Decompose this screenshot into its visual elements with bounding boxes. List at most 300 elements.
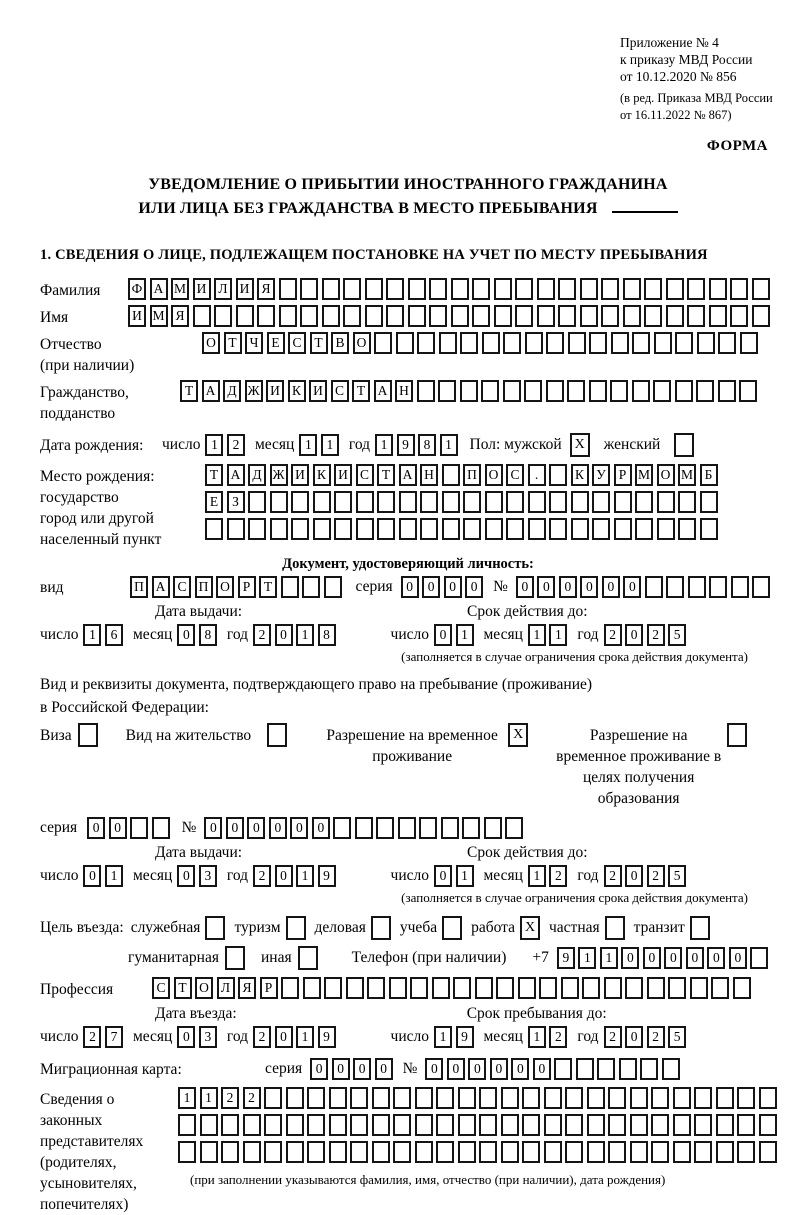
char-cell[interactable]: М: [635, 464, 653, 486]
char-cell[interactable]: [372, 1087, 390, 1109]
char-cell[interactable]: [475, 977, 493, 999]
char-cell[interactable]: 0: [625, 624, 643, 646]
char-cell[interactable]: З: [227, 491, 245, 513]
char-cell[interactable]: [657, 491, 675, 513]
residence-issue-day[interactable]: [83, 865, 123, 887]
char-cell[interactable]: [78, 723, 98, 747]
char-cell[interactable]: 0: [312, 817, 330, 839]
char-cell[interactable]: [356, 518, 374, 540]
char-cell[interactable]: [537, 278, 555, 300]
char-cell[interactable]: Ф: [128, 278, 146, 300]
char-cell[interactable]: [472, 278, 490, 300]
stay-until-day[interactable]: [434, 1026, 474, 1048]
char-cell[interactable]: 0: [516, 576, 534, 598]
char-cell[interactable]: 2: [647, 1026, 665, 1048]
char-cell[interactable]: [329, 1141, 347, 1163]
char-cell[interactable]: 8: [418, 434, 436, 456]
char-cell[interactable]: [248, 491, 266, 513]
char-cell[interactable]: [565, 1141, 583, 1163]
char-cell[interactable]: [571, 518, 589, 540]
sex-male-checkbox[interactable]: [570, 433, 590, 457]
char-cell[interactable]: [324, 977, 342, 999]
char-cell[interactable]: 0: [686, 947, 704, 969]
char-cell[interactable]: [687, 278, 705, 300]
char-cell[interactable]: 0: [177, 624, 195, 646]
char-cell[interactable]: С: [173, 576, 191, 598]
char-cell[interactable]: [630, 1087, 648, 1109]
char-cell[interactable]: [549, 491, 567, 513]
patronymic-boxes[interactable]: [202, 332, 758, 354]
char-cell[interactable]: [644, 305, 662, 327]
char-cell[interactable]: [635, 491, 653, 513]
residence-permit-checkbox[interactable]: [267, 723, 287, 747]
char-cell[interactable]: 1: [440, 434, 458, 456]
char-cell[interactable]: 2: [647, 624, 665, 646]
char-cell[interactable]: Ч: [245, 332, 263, 354]
char-cell[interactable]: [436, 1114, 454, 1136]
char-cell[interactable]: 8: [318, 624, 336, 646]
char-cell[interactable]: С: [152, 977, 170, 999]
char-cell[interactable]: [322, 278, 340, 300]
char-cell[interactable]: П: [463, 464, 481, 486]
char-cell[interactable]: [398, 817, 416, 839]
char-cell[interactable]: [458, 1087, 476, 1109]
char-cell[interactable]: [752, 278, 770, 300]
char-cell[interactable]: 1: [296, 624, 314, 646]
char-cell[interactable]: 0: [226, 817, 244, 839]
char-cell[interactable]: [270, 518, 288, 540]
char-cell[interactable]: [608, 1114, 626, 1136]
char-cell[interactable]: [178, 1114, 196, 1136]
char-cell[interactable]: [662, 1058, 680, 1080]
char-cell[interactable]: [623, 278, 641, 300]
char-cell[interactable]: [436, 1087, 454, 1109]
char-cell[interactable]: [442, 464, 460, 486]
char-cell[interactable]: [515, 305, 533, 327]
char-cell[interactable]: [730, 278, 748, 300]
char-cell[interactable]: [307, 1087, 325, 1109]
char-cell[interactable]: [501, 1087, 519, 1109]
char-cell[interactable]: [439, 332, 457, 354]
char-cell[interactable]: [458, 1141, 476, 1163]
char-cell[interactable]: [264, 1141, 282, 1163]
identity-issue-day[interactable]: [83, 624, 123, 646]
char-cell[interactable]: [291, 518, 309, 540]
char-cell[interactable]: [558, 278, 576, 300]
citizenship-boxes[interactable]: [180, 380, 757, 402]
char-cell[interactable]: 1: [205, 434, 223, 456]
char-cell[interactable]: [561, 977, 579, 999]
char-cell[interactable]: [688, 576, 706, 598]
char-cell[interactable]: 2: [253, 865, 271, 887]
char-cell[interactable]: 1: [528, 865, 546, 887]
char-cell[interactable]: [442, 916, 462, 940]
char-cell[interactable]: [350, 1087, 368, 1109]
temp-residence-checkbox[interactable]: [508, 723, 528, 747]
char-cell[interactable]: [463, 491, 481, 513]
char-cell[interactable]: Я: [238, 977, 256, 999]
char-cell[interactable]: А: [227, 464, 245, 486]
char-cell[interactable]: [568, 332, 586, 354]
char-cell[interactable]: [399, 518, 417, 540]
char-cell[interactable]: 0: [87, 817, 105, 839]
char-cell[interactable]: [279, 278, 297, 300]
char-cell[interactable]: [178, 1141, 196, 1163]
char-cell[interactable]: [481, 380, 499, 402]
char-cell[interactable]: 8: [199, 624, 217, 646]
char-cell[interactable]: В: [331, 332, 349, 354]
char-cell[interactable]: [709, 305, 727, 327]
char-cell[interactable]: [674, 433, 694, 457]
char-cell[interactable]: 2: [243, 1087, 261, 1109]
char-cell[interactable]: [152, 817, 170, 839]
char-cell[interactable]: 9: [318, 865, 336, 887]
char-cell[interactable]: [750, 947, 768, 969]
char-cell[interactable]: [393, 1114, 411, 1136]
char-cell[interactable]: [525, 332, 543, 354]
char-cell[interactable]: [322, 305, 340, 327]
char-cell[interactable]: 1: [178, 1087, 196, 1109]
char-cell[interactable]: Б: [700, 464, 718, 486]
char-cell[interactable]: [528, 491, 546, 513]
char-cell[interactable]: А: [374, 380, 392, 402]
purpose-business-checkbox[interactable]: [205, 916, 225, 940]
char-cell[interactable]: С: [331, 380, 349, 402]
char-cell[interactable]: [356, 491, 374, 513]
char-cell[interactable]: [355, 817, 373, 839]
residence-seria-boxes[interactable]: [87, 817, 170, 839]
char-cell[interactable]: [582, 977, 600, 999]
char-cell[interactable]: 0: [511, 1058, 529, 1080]
birthplace-row2-boxes[interactable]: [205, 491, 718, 513]
char-cell[interactable]: [350, 1141, 368, 1163]
char-cell[interactable]: 0: [434, 865, 452, 887]
char-cell[interactable]: [243, 1141, 261, 1163]
char-cell[interactable]: [503, 332, 521, 354]
char-cell[interactable]: 0: [275, 1026, 293, 1048]
char-cell[interactable]: [479, 1141, 497, 1163]
char-cell[interactable]: [393, 1141, 411, 1163]
char-cell[interactable]: Д: [223, 380, 241, 402]
char-cell[interactable]: 0: [310, 1058, 328, 1080]
char-cell[interactable]: [505, 817, 523, 839]
char-cell[interactable]: Н: [395, 380, 413, 402]
char-cell[interactable]: 0: [664, 947, 682, 969]
char-cell[interactable]: [522, 1141, 540, 1163]
char-cell[interactable]: [377, 491, 395, 513]
char-cell[interactable]: 2: [221, 1087, 239, 1109]
char-cell[interactable]: Н: [420, 464, 438, 486]
char-cell[interactable]: [264, 1114, 282, 1136]
char-cell[interactable]: А: [399, 464, 417, 486]
char-cell[interactable]: 9: [456, 1026, 474, 1048]
char-cell[interactable]: [759, 1087, 777, 1109]
char-cell[interactable]: [752, 305, 770, 327]
char-cell[interactable]: [291, 491, 309, 513]
char-cell[interactable]: [752, 576, 770, 598]
char-cell[interactable]: [690, 977, 708, 999]
char-cell[interactable]: [503, 380, 521, 402]
char-cell[interactable]: 0: [401, 576, 419, 598]
char-cell[interactable]: 0: [177, 1026, 195, 1048]
char-cell[interactable]: [614, 518, 632, 540]
char-cell[interactable]: .: [528, 464, 546, 486]
char-cell[interactable]: [651, 1087, 669, 1109]
char-cell[interactable]: [417, 380, 435, 402]
char-cell[interactable]: [214, 305, 232, 327]
char-cell[interactable]: И: [291, 464, 309, 486]
char-cell[interactable]: 0: [537, 576, 555, 598]
char-cell[interactable]: [420, 491, 438, 513]
char-cell[interactable]: Д: [248, 464, 266, 486]
char-cell[interactable]: [485, 518, 503, 540]
char-cell[interactable]: 0: [375, 1058, 393, 1080]
char-cell[interactable]: [592, 491, 610, 513]
purpose-transit-checkbox[interactable]: [690, 916, 710, 940]
residence-expiry-month[interactable]: [528, 865, 568, 887]
char-cell[interactable]: [396, 332, 414, 354]
char-cell[interactable]: [350, 1114, 368, 1136]
char-cell[interactable]: [625, 977, 643, 999]
char-cell[interactable]: [623, 305, 641, 327]
char-cell[interactable]: [601, 278, 619, 300]
char-cell[interactable]: [313, 518, 331, 540]
char-cell[interactable]: [739, 380, 757, 402]
char-cell[interactable]: [313, 491, 331, 513]
char-cell[interactable]: [737, 1087, 755, 1109]
char-cell[interactable]: [522, 1114, 540, 1136]
char-cell[interactable]: [759, 1141, 777, 1163]
birthplace-row1-boxes[interactable]: [205, 464, 718, 486]
purpose-commercial-checkbox[interactable]: [371, 916, 391, 940]
char-cell[interactable]: 0: [602, 576, 620, 598]
char-cell[interactable]: 0: [447, 1058, 465, 1080]
entry-year[interactable]: [253, 1026, 336, 1048]
char-cell[interactable]: [372, 1114, 390, 1136]
char-cell[interactable]: [544, 1087, 562, 1109]
char-cell[interactable]: И: [128, 305, 146, 327]
char-cell[interactable]: [528, 518, 546, 540]
residence-expiry-day[interactable]: [434, 865, 474, 887]
char-cell[interactable]: [225, 946, 245, 970]
char-cell[interactable]: [248, 518, 266, 540]
char-cell[interactable]: С: [356, 464, 374, 486]
char-cell[interactable]: [554, 1058, 572, 1080]
birthplace-row3-boxes[interactable]: [205, 518, 718, 540]
char-cell[interactable]: [614, 491, 632, 513]
char-cell[interactable]: [640, 1058, 658, 1080]
char-cell[interactable]: 9: [318, 1026, 336, 1048]
char-cell[interactable]: [630, 1114, 648, 1136]
char-cell[interactable]: 0: [444, 576, 462, 598]
char-cell[interactable]: 7: [105, 1026, 123, 1048]
migration-seria-boxes[interactable]: [310, 1058, 393, 1080]
char-cell[interactable]: [386, 278, 404, 300]
char-cell[interactable]: Р: [238, 576, 256, 598]
char-cell[interactable]: [700, 491, 718, 513]
char-cell[interactable]: К: [288, 380, 306, 402]
char-cell[interactable]: [731, 576, 749, 598]
char-cell[interactable]: [329, 1114, 347, 1136]
char-cell[interactable]: [608, 1087, 626, 1109]
char-cell[interactable]: [678, 491, 696, 513]
char-cell[interactable]: [611, 332, 629, 354]
char-cell[interactable]: Т: [205, 464, 223, 486]
char-cell[interactable]: 0: [434, 624, 452, 646]
char-cell[interactable]: [571, 491, 589, 513]
char-cell[interactable]: [399, 491, 417, 513]
char-cell[interactable]: [501, 1141, 519, 1163]
char-cell[interactable]: [644, 278, 662, 300]
char-cell[interactable]: 0: [290, 817, 308, 839]
char-cell[interactable]: [619, 1058, 637, 1080]
char-cell[interactable]: 1: [83, 624, 101, 646]
char-cell[interactable]: [700, 518, 718, 540]
char-cell[interactable]: 1: [600, 947, 618, 969]
char-cell[interactable]: [576, 1058, 594, 1080]
char-cell[interactable]: О: [353, 332, 371, 354]
char-cell[interactable]: [408, 278, 426, 300]
char-cell[interactable]: [494, 305, 512, 327]
char-cell[interactable]: А: [202, 380, 220, 402]
char-cell[interactable]: И: [193, 278, 211, 300]
char-cell[interactable]: [759, 1114, 777, 1136]
char-cell[interactable]: Ж: [270, 464, 288, 486]
residence-expiry-year[interactable]: [604, 865, 687, 887]
char-cell[interactable]: [374, 332, 392, 354]
char-cell[interactable]: [690, 916, 710, 940]
char-cell[interactable]: [365, 305, 383, 327]
char-cell[interactable]: [506, 518, 524, 540]
char-cell[interactable]: [442, 491, 460, 513]
profession-boxes[interactable]: [152, 977, 751, 999]
char-cell[interactable]: [420, 518, 438, 540]
char-cell[interactable]: [608, 1141, 626, 1163]
char-cell[interactable]: [630, 1141, 648, 1163]
char-cell[interactable]: [270, 491, 288, 513]
char-cell[interactable]: [460, 380, 478, 402]
char-cell[interactable]: [522, 1087, 540, 1109]
char-cell[interactable]: 0: [623, 576, 641, 598]
char-cell[interactable]: Л: [214, 278, 232, 300]
char-cell[interactable]: [673, 1114, 691, 1136]
char-cell[interactable]: И: [334, 464, 352, 486]
char-cell[interactable]: П: [130, 576, 148, 598]
doc-seria-boxes[interactable]: [401, 576, 484, 598]
char-cell[interactable]: С: [288, 332, 306, 354]
char-cell[interactable]: X: [508, 723, 528, 747]
char-cell[interactable]: [346, 977, 364, 999]
char-cell[interactable]: [651, 1141, 669, 1163]
char-cell[interactable]: Т: [352, 380, 370, 402]
char-cell[interactable]: [286, 1141, 304, 1163]
char-cell[interactable]: Т: [310, 332, 328, 354]
char-cell[interactable]: 2: [253, 624, 271, 646]
char-cell[interactable]: [130, 817, 148, 839]
char-cell[interactable]: [716, 1114, 734, 1136]
char-cell[interactable]: [546, 380, 564, 402]
identity-expiry-day[interactable]: [434, 624, 474, 646]
char-cell[interactable]: 2: [227, 434, 245, 456]
char-cell[interactable]: 0: [643, 947, 661, 969]
char-cell[interactable]: [716, 1087, 734, 1109]
firstname-boxes[interactable]: [128, 305, 770, 327]
char-cell[interactable]: 9: [557, 947, 575, 969]
char-cell[interactable]: 9: [397, 434, 415, 456]
char-cell[interactable]: [675, 332, 693, 354]
char-cell[interactable]: X: [520, 916, 540, 940]
char-cell[interactable]: [372, 1141, 390, 1163]
char-cell[interactable]: [438, 380, 456, 402]
char-cell[interactable]: О: [216, 576, 234, 598]
char-cell[interactable]: 0: [332, 1058, 350, 1080]
char-cell[interactable]: [429, 305, 447, 327]
char-cell[interactable]: 0: [109, 817, 127, 839]
char-cell[interactable]: 0: [204, 817, 222, 839]
char-cell[interactable]: [605, 916, 625, 940]
char-cell[interactable]: 1: [456, 865, 474, 887]
char-cell[interactable]: [709, 576, 727, 598]
char-cell[interactable]: О: [202, 332, 220, 354]
char-cell[interactable]: 0: [625, 865, 643, 887]
char-cell[interactable]: [539, 977, 557, 999]
stay-until-month[interactable]: [528, 1026, 568, 1048]
char-cell[interactable]: [200, 1141, 218, 1163]
char-cell[interactable]: [610, 380, 628, 402]
char-cell[interactable]: И: [309, 380, 327, 402]
char-cell[interactable]: [415, 1087, 433, 1109]
doc-number-boxes[interactable]: [516, 576, 771, 598]
char-cell[interactable]: К: [313, 464, 331, 486]
char-cell[interactable]: И: [236, 278, 254, 300]
char-cell[interactable]: [343, 305, 361, 327]
char-cell[interactable]: [408, 305, 426, 327]
char-cell[interactable]: [377, 518, 395, 540]
char-cell[interactable]: [415, 1114, 433, 1136]
char-cell[interactable]: [653, 380, 671, 402]
char-cell[interactable]: [432, 977, 450, 999]
char-cell[interactable]: [286, 1114, 304, 1136]
char-cell[interactable]: Т: [180, 380, 198, 402]
char-cell[interactable]: [565, 1087, 583, 1109]
char-cell[interactable]: 0: [533, 1058, 551, 1080]
char-cell[interactable]: [479, 1087, 497, 1109]
char-cell[interactable]: [334, 491, 352, 513]
char-cell[interactable]: [651, 1114, 669, 1136]
char-cell[interactable]: [307, 1114, 325, 1136]
char-cell[interactable]: [678, 518, 696, 540]
char-cell[interactable]: [367, 977, 385, 999]
char-cell[interactable]: 2: [83, 1026, 101, 1048]
char-cell[interactable]: 1: [528, 624, 546, 646]
char-cell[interactable]: 0: [269, 817, 287, 839]
char-cell[interactable]: [436, 1141, 454, 1163]
char-cell[interactable]: [496, 977, 514, 999]
char-cell[interactable]: [567, 380, 585, 402]
char-cell[interactable]: 1: [578, 947, 596, 969]
representatives-row2-boxes[interactable]: [178, 1114, 777, 1136]
char-cell[interactable]: 0: [177, 865, 195, 887]
char-cell[interactable]: [334, 518, 352, 540]
char-cell[interactable]: [410, 977, 428, 999]
entry-day[interactable]: [83, 1026, 123, 1048]
char-cell[interactable]: [546, 332, 564, 354]
char-cell[interactable]: 1: [528, 1026, 546, 1048]
char-cell[interactable]: [482, 332, 500, 354]
char-cell[interactable]: [458, 1114, 476, 1136]
char-cell[interactable]: [236, 305, 254, 327]
char-cell[interactable]: [302, 576, 320, 598]
